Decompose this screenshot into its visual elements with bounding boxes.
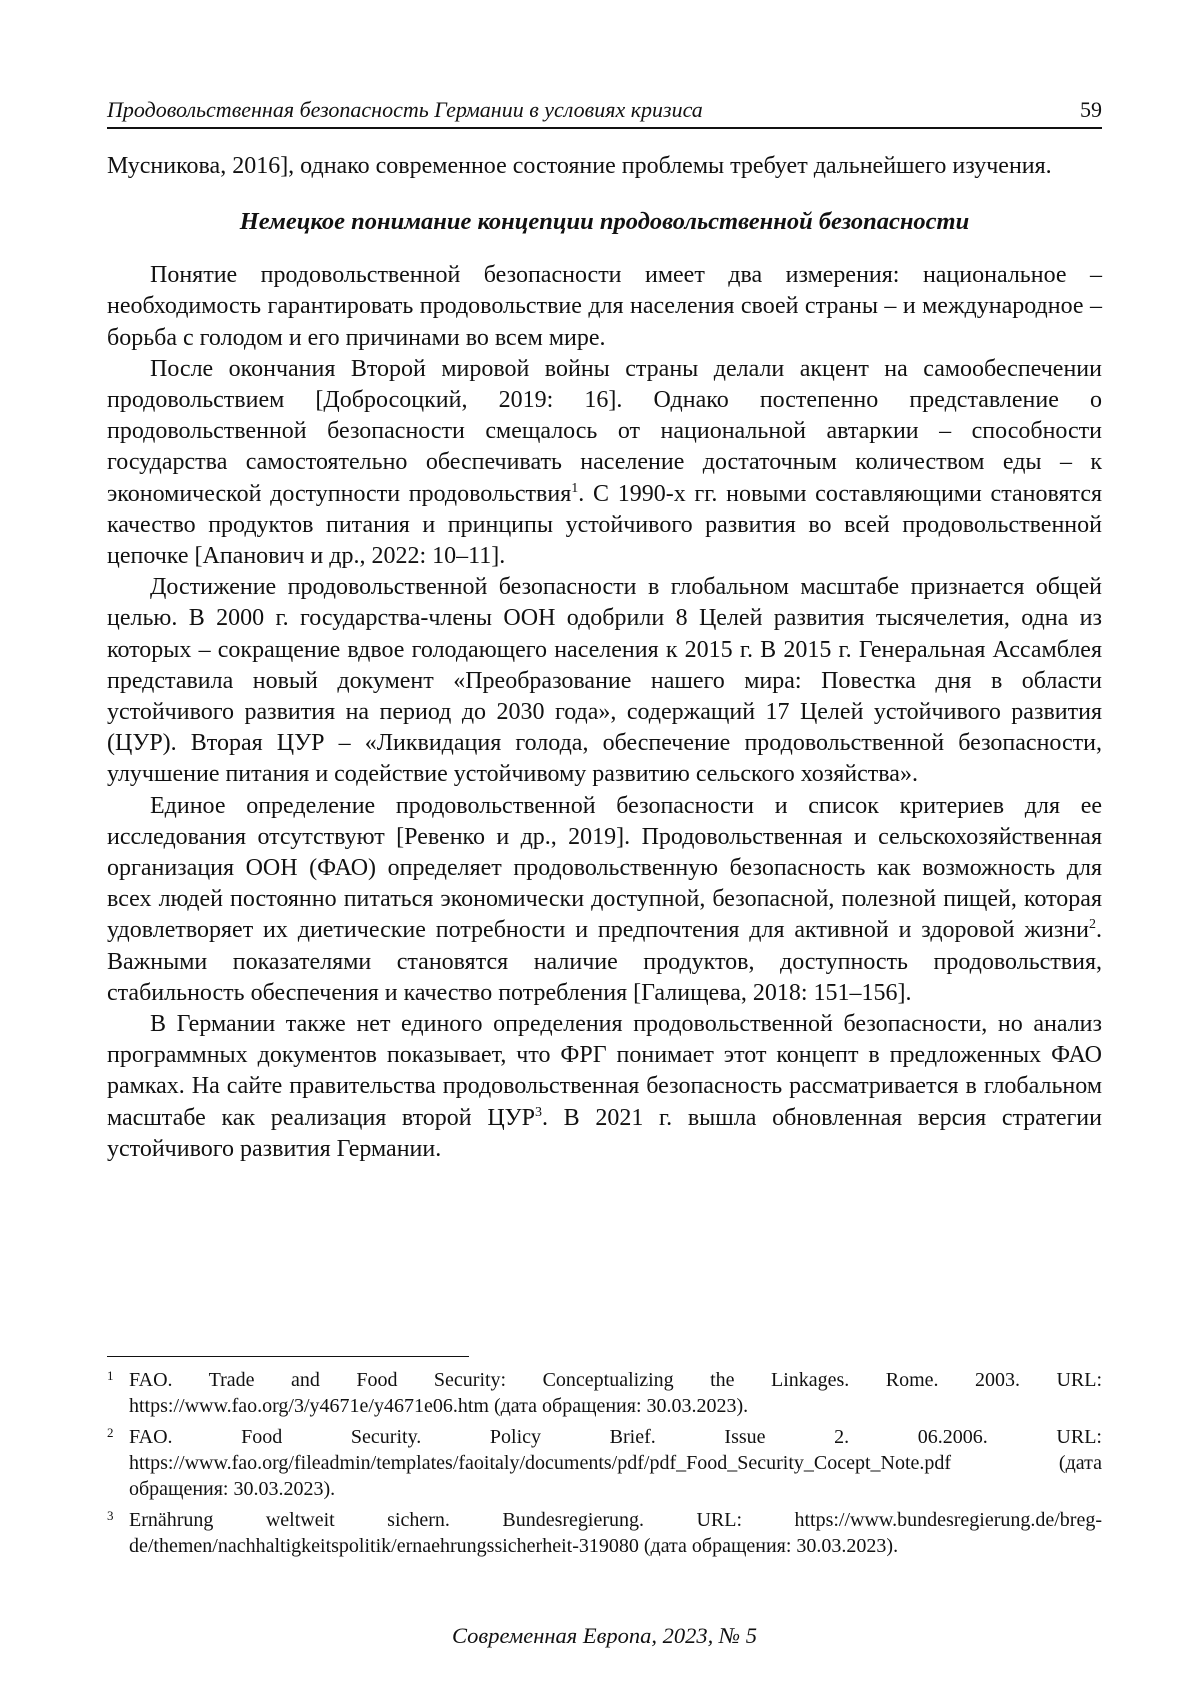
- footnote-ref[interactable]: 3: [535, 1104, 542, 1120]
- page-number: 59: [1080, 97, 1102, 122]
- footnote-number: 3: [107, 1508, 114, 1523]
- paragraph-continuation: Мусникова, 2016], однако современное состояние проблемы требует дальнейшего изучения.: [107, 153, 1052, 179]
- paragraph-text: . Важными показателями становятся наличие продуктов, доступность продовольствия, стабильность обеспечения и качество потребления [Галищева, 2018: 151–156].: [107, 917, 1102, 1006]
- footnotes: [107, 1367, 1102, 1564]
- footnote: [107, 1507, 1102, 1559]
- paragraph: [107, 791, 1102, 1009]
- journal-footer: Современная Европа, 2023, № 5: [452, 1623, 757, 1648]
- footnote-number: 1: [107, 1368, 114, 1383]
- footnote: [107, 1367, 1102, 1419]
- paragraph: [107, 1009, 1102, 1165]
- paragraph-text: . С 1990-х гг. новыми составляющими становятся качество продуктов питания и принципы устойчивого развития во всей продовольственной цепочке [Апанович и др., 2022: 10–11].: [107, 480, 1103, 570]
- paragraph-text: Единое определение продовольственной безопасности и список критериев для ее исследования отсутствуют [Ревенко и др., 2019]. Продовольственная и сельскохозяйственная организация ООН (ФАО) определяет продовольственную безопасность как возможность для всех людей постоянно питаться экономически доступной, безопасной, полезной пищей, которая удовлетворяет их диетические потребности и предпочтения для активной и здоровой жизни: [107, 792, 1102, 944]
- footnote: [107, 1424, 1102, 1502]
- article-body: [107, 151, 1102, 1165]
- paragraph-text: . В 2021 г. вышла обновленная версия стратегии устойчивого развития Германии.: [107, 1104, 1102, 1162]
- running-title: Продовольственная безопасность Германии в условиях кризиса: [107, 97, 703, 122]
- paragraph: Достижение продовольственной безопасности в глобальном масштабе признается общей целью. В 2000 г. государства-члены ООН одобрили 8 Целей развития тысячелетия, одна из которых – сокращение вдвое голодающего населения к 2015 г. В 2015 г. Генеральная Ассамблея представила новый документ «Преобразование нашего мира: Повестка дня в области устойчивого развития на период до 2030 года», содержащий 17 Целей устойчивого развития (ЦУР). Вторая ЦУР – «Ликвидация голода, обеспечение продовольственной безопасности, улучшение питания и содействие устойчивому развитию сельского хозяйства».: [107, 574, 1102, 788]
- paragraph-text: В Германии также нет единого определения продовольственной безопасности, но анализ программных документов показывает, что ФРГ понимает этот концепт в предложенных ФАО рамках. На сайте правительства продовольственная безопасность рассматривается в глобальном масштабе как реализация второй ЦУР: [107, 1011, 1102, 1131]
- page: [107, 96, 1102, 1165]
- footnote-text: FAO. Food Security. Policy Brief. Issue 2. 06.2006. URL: https://www.fao.org/fileadmin/templates/faoitaly/documents/pdf/pdf_Food_Security_Cocept_Note.pdf (дата обращения: 30.03.2023).: [129, 1426, 1102, 1500]
- footnote-separator: [107, 1356, 469, 1357]
- footnote-text: FAO. Trade and Food Security: Conceptualizing the Linkages. Rome. 2003. URL: https://www.fao.org/3/y4671e/y4671e06.htm (дата обращения: 30.03.2023).: [129, 1369, 1102, 1417]
- footnote-ref[interactable]: 1: [571, 480, 579, 496]
- footnote-number: 2: [107, 1425, 114, 1440]
- paragraph: Понятие продовольственной безопасности имеет два измерения: национальное – необходимость гарантировать продовольствие для населения своей страны – и международное – борьба с голодом и его причинами во всем мире.: [107, 262, 1102, 351]
- footnote-ref[interactable]: 2: [1089, 917, 1096, 933]
- footnote-text: Ernährung weltweit sichern. Bundesregierung. URL: https://www.bundesregierung.de/breg-de/themen/nachhaltigkeitspolitik/ernaehrungssicherheit-319080 (дата обращения: 30.03.2023).: [129, 1509, 1102, 1557]
- paragraph: [107, 354, 1102, 572]
- running-head: [107, 96, 1102, 129]
- section-title: Немецкое понимание концепции продовольственной безопасности: [239, 208, 970, 236]
- paragraph-text: После окончания Второй мировой войны страны делали акцент на самообеспечении продовольствием [Добросоцкий, 2019: 16]. Однако постепенно представление о продовольственной безопасности смещалось от национальной автаркии – способности государства самостоятельно обеспечивать население достаточным количеством еды – к экономической доступности продовольствия: [107, 355, 1102, 507]
